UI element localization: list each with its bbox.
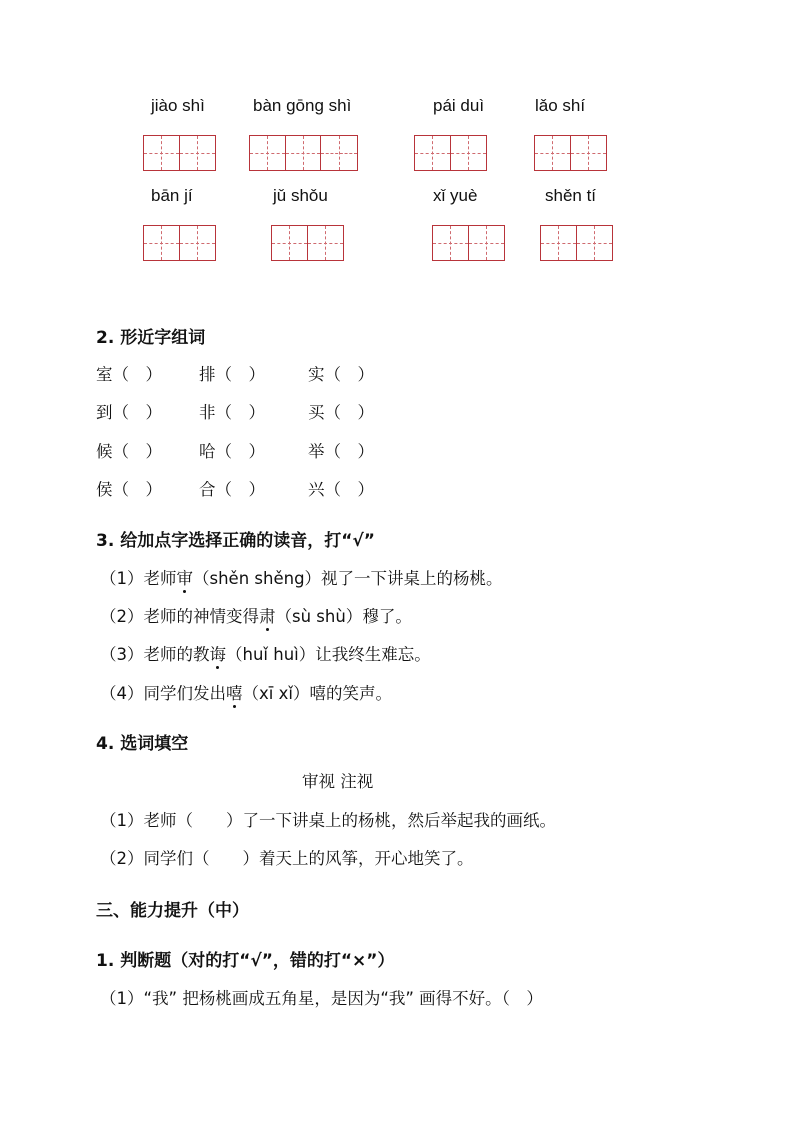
pinyin-options[interactable]: （sù shù） xyxy=(275,607,363,626)
char-blank[interactable]: 合（ ） xyxy=(199,480,265,499)
item-text: 同学们发出 xyxy=(143,684,226,703)
question-item xyxy=(100,603,412,627)
item-text: 嘻的笑声。 xyxy=(309,684,392,703)
fill-blank-item[interactable]: （2）同学们（ ）着天上的风筝，开心地笑了。 xyxy=(100,849,474,868)
writing-grid[interactable] xyxy=(534,135,607,171)
item-text: 老师的神情变得 xyxy=(143,607,259,626)
item-text: 让我终生难忘。 xyxy=(315,645,431,664)
char-blank[interactable]: 实（ ） xyxy=(308,365,374,384)
part-title: 三、能力提升（中） xyxy=(96,901,249,921)
pinyin-label: pái duì xyxy=(433,96,485,115)
char-blank[interactable]: 买（ ） xyxy=(308,403,374,422)
char-blank[interactable]: 兴（ ） xyxy=(308,480,374,499)
item-number: （3） xyxy=(100,645,144,664)
section-title: 3. 给加点字选择正确的读音，打“√” xyxy=(96,531,375,551)
question-item xyxy=(100,565,503,589)
dotted-char: 诲 xyxy=(209,645,226,664)
char-blank[interactable]: 举（ ） xyxy=(308,442,374,461)
char-blank[interactable]: 侯（ ） xyxy=(96,480,162,499)
char-blank[interactable]: 非（ ） xyxy=(199,403,265,422)
item-text: 视了一下讲桌上的杨桃。 xyxy=(321,569,503,588)
pinyin-label: shěn tí xyxy=(545,186,597,205)
pinyin-label: lǎo shí xyxy=(535,96,586,115)
dotted-char: 肃 xyxy=(259,607,276,626)
fill-blank-item[interactable]: （1）老师（ ）了一下讲桌上的杨桃，然后举起我的画纸。 xyxy=(100,811,556,830)
section-title: 2. 形近字组词 xyxy=(96,328,206,348)
writing-grid[interactable] xyxy=(271,225,344,261)
writing-grid[interactable] xyxy=(432,225,505,261)
section-title: 4. 选词填空 xyxy=(96,734,189,754)
writing-grid[interactable] xyxy=(249,135,358,171)
pinyin-label: xǐ yuè xyxy=(433,186,478,205)
item-text: 穆了。 xyxy=(362,607,412,626)
question-item xyxy=(100,680,392,704)
char-blank[interactable]: 室（ ） xyxy=(96,365,162,384)
writing-grid[interactable] xyxy=(414,135,487,171)
question-item xyxy=(100,641,431,665)
item-text: 老师的教 xyxy=(143,645,210,664)
char-blank[interactable]: 候（ ） xyxy=(96,442,162,461)
pinyin-label: jiào shì xyxy=(151,96,205,115)
writing-grid[interactable] xyxy=(540,225,613,261)
char-blank[interactable]: 到（ ） xyxy=(96,403,162,422)
item-number: （1） xyxy=(100,569,144,588)
dotted-char: 审 xyxy=(176,569,193,588)
writing-grid[interactable] xyxy=(143,135,216,171)
pinyin-options[interactable]: （xī xǐ） xyxy=(242,684,310,703)
char-blank[interactable]: 哈（ ） xyxy=(199,442,265,461)
char-blank[interactable]: 排（ ） xyxy=(199,365,265,384)
section-title: 1. 判断题（对的打“√”，错的打“×”） xyxy=(96,951,395,971)
dotted-char: 嘻 xyxy=(226,684,243,703)
item-number: （4） xyxy=(100,684,144,703)
pinyin-label: jǔ shǒu xyxy=(273,186,328,205)
judge-item[interactable]: （1）“我” 把杨桃画成五角星，是因为“我” 画得不好。（ ） xyxy=(100,989,543,1008)
item-number: （2） xyxy=(100,607,144,626)
pinyin-options[interactable]: （huǐ huì） xyxy=(226,645,316,664)
word-bank: 审视 注视 xyxy=(302,772,374,791)
pinyin-label: bàn gōng shì xyxy=(253,96,352,115)
pinyin-label: bān jí xyxy=(151,186,193,205)
writing-grid[interactable] xyxy=(143,225,216,261)
item-text: 老师 xyxy=(143,569,177,588)
pinyin-options[interactable]: （shěn shěng） xyxy=(193,569,322,588)
